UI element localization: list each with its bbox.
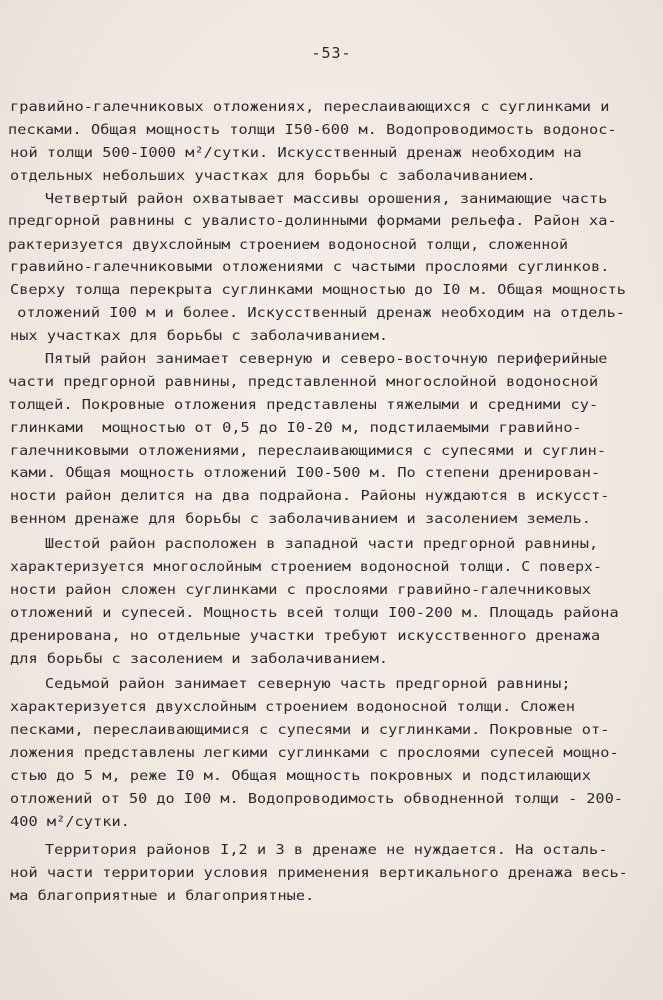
text-line: ками. Общая мощность отложений I00-500 м. По степени дренирован- — [10, 465, 601, 481]
text-line: отложений и супесей. Мощность всей толщи I00-200 м. Площадь района — [10, 605, 619, 621]
text-line: ложения представлены легкими суглинками с прослоями супесей мощно- — [10, 745, 619, 761]
text-line: ных участках для борьбы с заболачиванием. — [10, 328, 389, 344]
text-line: глинками мощностью от 0,5 до I0-20 м, подстилаемыми гравийно- — [10, 420, 582, 436]
text-line: гравийно-галечниковыми отложениями с частыми прослоями суглинков. — [10, 259, 610, 275]
text-line: толщей. Покровные отложения представлены тяжелыми и средними су- — [8, 397, 599, 413]
text-line: песками. Общая мощность толщи I50-600 м. Водопроводимость водонос- — [8, 122, 617, 138]
text-line: ности район делится на два подрайона. Районы нуждаются в искусст- — [10, 488, 610, 504]
text-line: дренирована, но отдельные участки требуют искусственного дренажа — [10, 628, 601, 644]
text-line: для борьбы с засолением и заболачиванием. — [10, 651, 389, 667]
text-line: отложений I00 м и более. Искусственный дренаж необходим на отдель- — [8, 305, 625, 321]
text-line: рактеризуется двухслойным строением водоносной толщи, сложенной — [8, 237, 568, 253]
text-line: ной толщи 500-I000 м²/сутки. Искусственный дренаж необходим на — [10, 145, 582, 161]
text-line: отдельных небольших участках для борьбы с заболачиванием. — [10, 168, 536, 184]
text-line: венном дренаже для борьбы с заболачиванием и засолением земель. — [10, 511, 591, 527]
text-line: Пятый район занимает северную и северо-восточную периферийные — [8, 351, 608, 367]
text-line: Седьмой район занимает северную часть предгорной равнины; — [8, 676, 571, 692]
text-line: ной части территории условия применения вертикального дренажа весь- — [10, 865, 628, 881]
text-line: отложений от 50 до I00 м. Водопроводимость обводненной толщи - 200- — [10, 791, 623, 807]
text-line: предгорной равнины с увалисто-долинными формами рельефа. Район ха- — [8, 213, 617, 229]
text-line: 400 м²/сутки. — [10, 814, 130, 830]
text-line: Шестой район расположен в западной части предгорной равнины, — [8, 536, 599, 552]
text-line: Сверху толща перекрыта суглинками мощностью до I0 м. Общая мощность — [10, 282, 626, 298]
text-line: характеризуется многослойным строением водоносной толщи. С поверх- — [10, 559, 602, 575]
text-line: ма благоприятные и благоприятные. — [10, 888, 315, 904]
text-line: Четвертый район охватывает массивы орошения, занимающие часть — [8, 191, 608, 207]
text-line: ности район сложен суглинками с прослоями гравийно-галечниковых — [10, 582, 591, 598]
text-line: части предгорной равнины, представленной многослойной водоносной — [8, 374, 599, 390]
text-line: Территория районов I,2 и 3 в дренаже не нуждается. На осталь- — [8, 842, 608, 858]
page-number: -53- — [311, 44, 352, 62]
text-line: стью до 5 м, реже I0 м. Общая мощность покровных и подстилающих — [10, 768, 591, 784]
text-line: песками, переслаивающимися с супесями и суглинками. Покровные от- — [10, 722, 610, 738]
text-line: характеризуется двухслойным строением водоносной толщи. Сложен — [10, 699, 575, 715]
text-line: гравийно-галечниковых отложениях, переслаивающихся с суглинками и — [10, 99, 610, 115]
text-line: галечниковыми отложениями, переслаивающимися с супесями и суглин- — [10, 443, 606, 459]
